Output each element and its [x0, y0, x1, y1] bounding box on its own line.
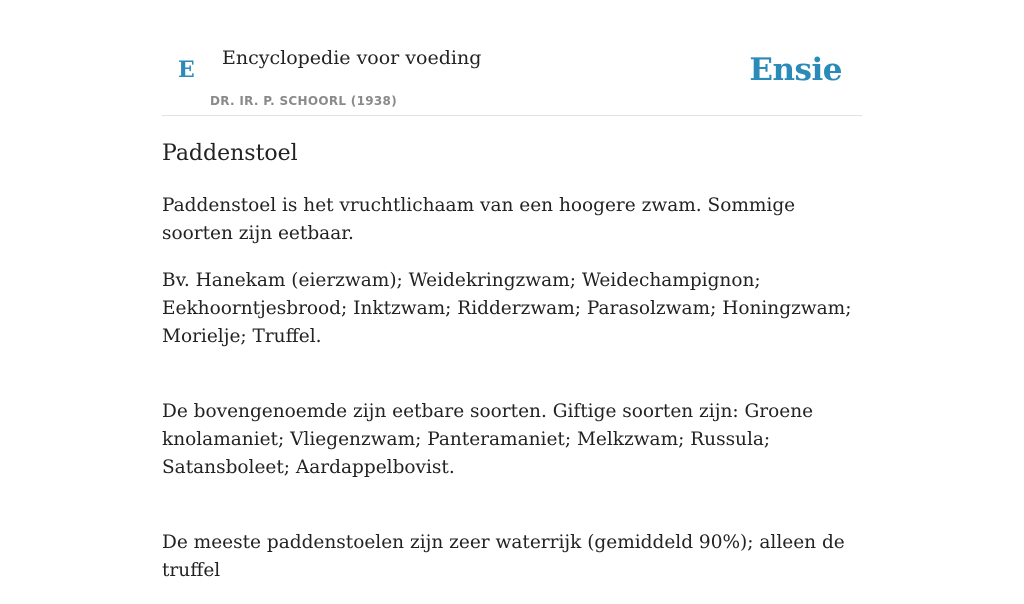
article-paragraph-1: Paddenstoel is het vruchtlichaam van een hoogere zwam. Sommige soorten zijn eetbaar. — [162, 195, 796, 244]
paragraph-spacer — [162, 501, 852, 529]
article-paragraph-3: De bovengenoemde zijn eetbare soorten. Giftige soorten zijn: Groene knolamaniet; Vliegenzwam; Panteramaniet; Melkzwam; Russula; Satansboleet; Aardappelbovist. — [162, 401, 814, 478]
paragraph-spacer — [162, 370, 852, 398]
book-author: DR. IR. P. SCHOORL (1938) — [210, 94, 397, 108]
book-header — [162, 0, 862, 116]
article-title: Paddenstoel — [162, 141, 298, 166]
article-paragraph-4: De meeste paddenstoelen zijn zeer waterrijk (gemiddeld 90%); alleen de truffel — [162, 532, 845, 581]
ensie-brand-link[interactable]: Ensie — [749, 52, 842, 88]
article-paragraph-2: Bv. Hanekam (eierzwam); Weidekringzwam; Weidechampignon; Eekhoorntjesbrood; Inktzwam; Ridderzwam; Parasolzwam; Honingzwam; Morielje; Truffel. — [162, 270, 852, 347]
book-logo[interactable]: E — [178, 57, 195, 83]
page-card — [162, 0, 862, 581]
article — [162, 138, 852, 604]
book-title-link[interactable]: Encyclopedie voor voeding — [222, 47, 482, 69]
